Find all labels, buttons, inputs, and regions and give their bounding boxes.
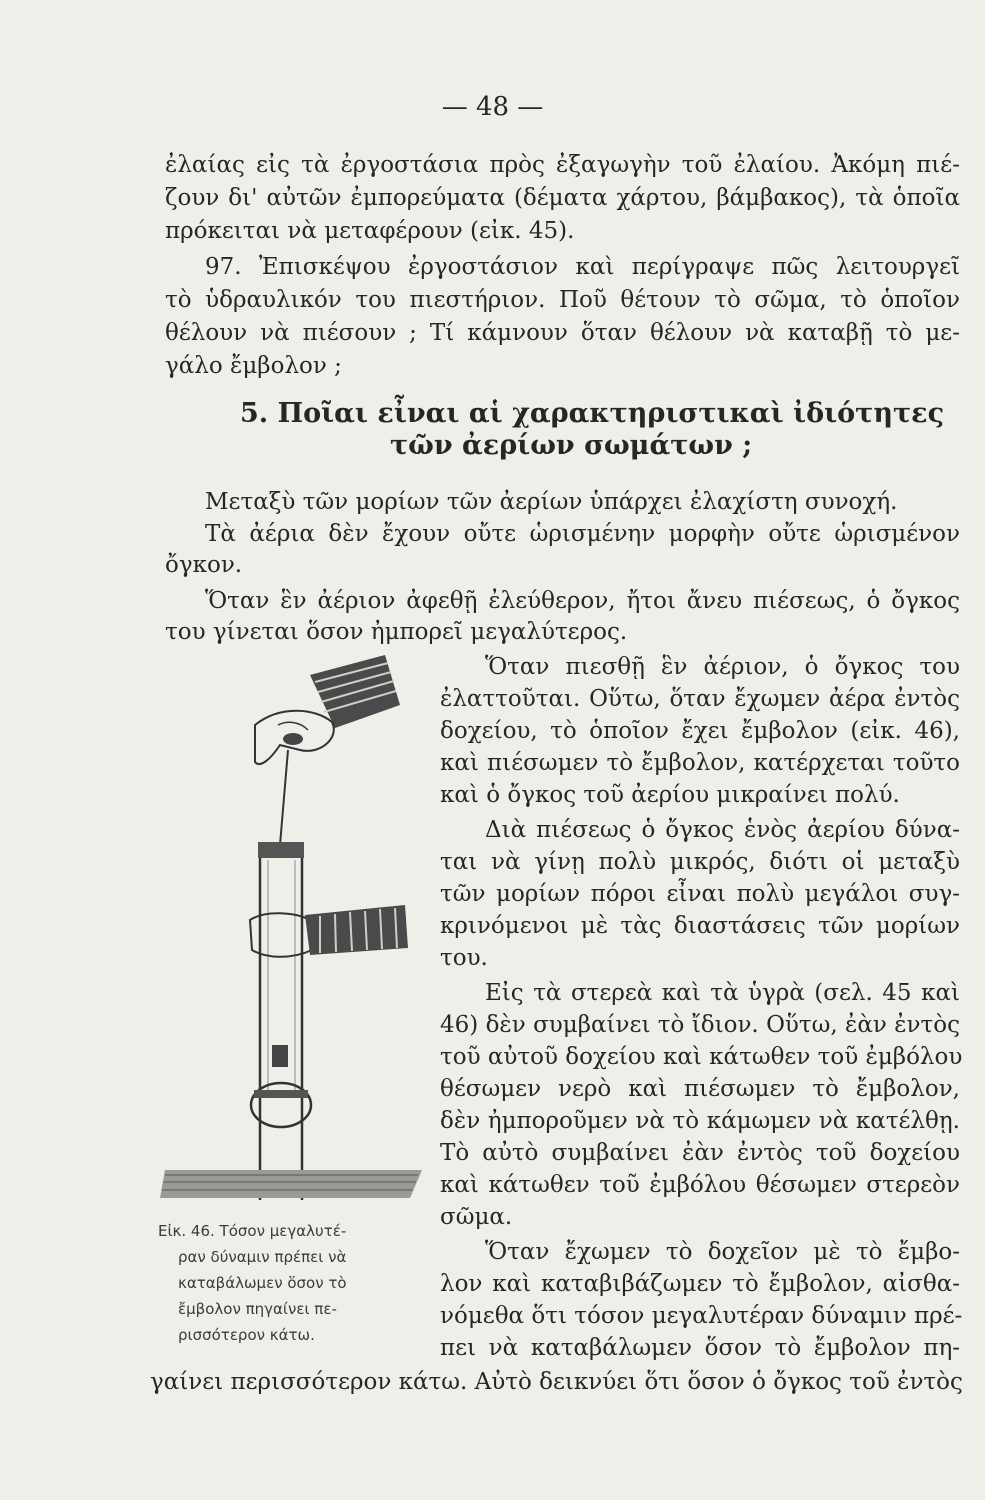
text-line: ζουν δι' αὐτῶν ἐμπορεύματα (δέματα χάρτου, βάμβακος), τὰ ὁποῖα [165, 185, 960, 211]
exercise-line: θέλουν νὰ πιέσουν ; Τί κάμνουν ὅταν θέλουν νὰ καταβῇ τὸ με- [165, 320, 960, 346]
column-line: καὶ κάτωθεν τοῦ ἐμβόλου θέσωμεν στερεὸν [440, 1172, 960, 1198]
column-line: τοῦ αὐτοῦ δοχείου καὶ κάτωθεν τοῦ ἐμβόλου [440, 1044, 963, 1070]
exercise-line: τὸ ὑδραυλικόν του πιεστήριον. Ποῦ θέτουν τὸ σῶμα, τὸ ὁποῖον [165, 287, 960, 313]
section-heading: 5. Ποῖαι εἶναι αἱ χαρακτηριστικαὶ ἰδιότητες [240, 398, 945, 429]
lower-hand-icon [250, 905, 408, 957]
figure-caption: καταβάλωμεν ὅσον τὸ [178, 1274, 347, 1292]
column-line: θέσωμεν νερὸ καὶ πιέσωμεν τὸ ἔμβολον, [440, 1076, 960, 1102]
text-line: Μεταξὺ τῶν μορίων τῶν ἀερίων ὑπάρχει ἐλαχίστη συνοχή. [205, 489, 898, 515]
figure-caption: Εἰκ. 46. Τόσον μεγαλυτέ- [158, 1222, 347, 1240]
column-line: δὲν ἠμποροῦμεν νὰ τὸ κάμωμεν νὰ κατέλθῃ. [440, 1108, 960, 1134]
column-line: δοχείου, τὸ ὁποῖον ἔχει ἔμβολον (εἰκ. 46), [440, 718, 960, 744]
exercise-line: γάλο ἔμβολον ; [165, 353, 342, 379]
exercise-line: 97. Ἐπισκέψου ἐργοστάσιον καὶ περίγραψε πῶς λειτουργεῖ [205, 254, 960, 280]
column-line: καὶ πιέσωμεν τὸ ἔμβολον, κατέρχεται τοῦτο [440, 750, 960, 776]
column-line: 46) δὲν συμβαίνει τὸ ἴδιον. Οὕτω, ἐὰν ἐντὸς [440, 1012, 960, 1038]
column-line: Ὅταν πιεσθῇ ἓν ἀέριον, ὁ ὄγκος του [485, 654, 960, 680]
figure-illustration [160, 650, 425, 1200]
column-line: σῶμα. [440, 1204, 513, 1230]
text-line: πρόκειται νὰ μεταφέρουν (εἰκ. 45). [165, 218, 575, 244]
text-line: ὄγκον. [165, 552, 243, 578]
column-line: Διὰ πιέσεως ὁ ὄγκος ἑνὸς ἀερίου δύνα- [485, 817, 960, 843]
column-line: του. [440, 945, 488, 971]
column-line: Εἰς τὰ στερεὰ καὶ τὰ ὑγρὰ (σελ. 45 καὶ [485, 980, 960, 1006]
column-line: πει νὰ καταβάλωμεν ὅσον τὸ ἔμβολον πη- [440, 1335, 960, 1361]
column-line: νόμεθα ὅτι τόσον μεγαλυτέραν δύναμιν πρέ- [440, 1303, 963, 1329]
column-line: κρινόμενοι μὲ τὰς διαστάσεις τῶν μορίων [440, 913, 960, 939]
section-heading-line2: τῶν ἀερίων σωμάτων ; [390, 430, 753, 461]
column-line: Ὅταν ἔχωμεν τὸ δοχεῖον μὲ τὸ ἔμβο- [485, 1239, 960, 1265]
page-number: — 48 — [441, 92, 544, 122]
figure-caption: ρισσότερον κάτω. [178, 1326, 315, 1344]
piston [272, 1045, 288, 1067]
text-line: Τὰ ἀέρια δὲν ἔχουν οὔτε ὡρισμένην μορφὴν οὔτε ὡρισμένον [205, 521, 960, 547]
glass-tube [258, 842, 304, 1200]
column-line: Τὸ αὐτὸ συμβαίνει ἐὰν ἐντὸς τοῦ δοχείου [440, 1140, 960, 1166]
column-line: ται νὰ γίνῃ πολὺ μικρός, διότι οἱ μεταξὺ [440, 849, 960, 875]
text-line: γαίνει περισσότερον κάτω. Αὐτὸ δεικνύει ὅτι ὅσον ὁ ὄγκος τοῦ ἐντὸς [150, 1369, 963, 1395]
column-line: τῶν μορίων πόροι εἶναι πολὺ μεγάλοι συγ- [440, 881, 960, 907]
text-line: Ὅταν ἓν ἀέριον ἀφεθῇ ἐλεύθερον, ἤτοι ἄνευ πιέσεως, ὁ ὄγκος [205, 588, 960, 614]
column-line: λον καὶ καταβιβάζωμεν τὸ ἔμβολον, αἰσθα- [440, 1271, 960, 1297]
text-line: του γίνεται ὅσον ἠμπορεῖ μεγαλύτερος. [165, 619, 628, 645]
figure-caption: ραν δύναμιν πρέπει νὰ [178, 1248, 347, 1266]
figure-caption: ἔμβολον πηγαίνει πε- [178, 1300, 337, 1318]
piston-rod [280, 750, 288, 845]
column-line: ἐλαττοῦται. Οὕτω, ὅταν ἔχωμεν ἀέρα ἐντὸς [440, 686, 960, 712]
upper-hand-icon [255, 655, 400, 764]
text-line: ἐλαίας εἰς τὰ ἐργοστάσια πρὸς ἐξαγωγὴν τοῦ ἐλαίου. Ἀκόμη πιέ- [165, 152, 960, 178]
column-line: καὶ ὁ ὄγκος τοῦ ἀερίου μικραίνει πολύ. [440, 782, 900, 808]
table-slab [160, 1170, 422, 1198]
